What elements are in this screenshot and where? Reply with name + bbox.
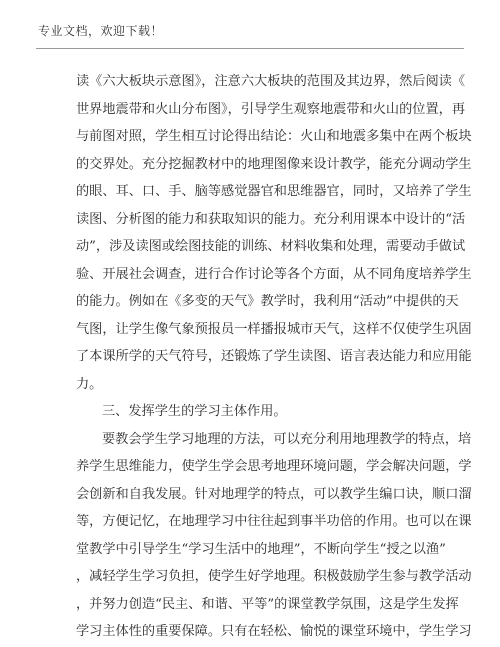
body-line: 堂教学中引导学生“学习生活中的地理”，不断向学生“授之以渔”	[76, 541, 446, 557]
section-heading: 三、发挥学生的学习主体作用。	[102, 404, 287, 419]
body-line: 验、开展社会调查，进行合作讨论等各个方面，从不同角度培养学生	[76, 266, 472, 282]
body-line: 的能力。例如在《多变的天气》教学时，我利用“活动”中提供的天	[76, 294, 459, 309]
page-header	[0, 0, 500, 56]
body-line: 会创新和自我发展。针对地理学的特点，可以教学生编口诀，顺口溜	[76, 486, 472, 502]
body-line: 动”，涉及读图或绘图技能的训练、材料收集和处理，需要动手做试	[76, 239, 466, 254]
body-line: 世界地震带和火山分布图》，引导学生观察地震带和火山的位置，再	[76, 101, 466, 117]
body-line: 读图、分析图的能力和获取知识的能力。充分利用课本中设计的“活	[76, 211, 466, 227]
body-line: 了本课所学的天气符号，还锻炼了学生读图、语言表达能力和应用能	[76, 349, 472, 364]
body-line: 的交界处。充分挖掘教材中的地理图像来设计教学，能充分调动学生	[76, 156, 472, 172]
body-line: 学习主体性的重要保障。只有在轻松、愉悦的课堂环境中，学生学习	[76, 624, 472, 639]
body-line: ，减轻学生学习负担，使学生好学地理。积极鼓励学生参与教学活动	[76, 569, 472, 584]
body-line: 养学生思维能力，使学生学会思考地理环境问题，学会解决问题，学	[76, 459, 472, 474]
body-line: 气图，让学生像气象预报员一样播报城市天气，这样不仅使学生巩固	[76, 321, 472, 337]
document-body	[76, 68, 472, 646]
body-line: 读《六大板块示意图》，注意六大板块的范围及其边界，然后阅读《	[76, 74, 466, 89]
body-line: 的眼、耳、口、手、脑等感觉器官和思维器官，同时，又培养了学生	[76, 184, 472, 199]
body-line: ，并努力创造“民主、和谐、平等”的课堂教学氛围，这是学生发挥	[76, 596, 459, 612]
header-text: 专业文档，欢迎下载！	[38, 24, 164, 38]
body-line: 力。	[76, 376, 103, 392]
paragraph-first-line: 要教会学生学习地理的方法，可以充分利用地理教学的特点，培	[102, 431, 472, 447]
body-line: 等，方便记忆，在地理学习中往往起到事半功倍的作用。也可以在课	[76, 514, 472, 529]
body-line: 与前图对照，学生相互讨论得出结论：火山和地震多集中在两个板块	[76, 129, 472, 144]
header-divider	[36, 48, 464, 49]
